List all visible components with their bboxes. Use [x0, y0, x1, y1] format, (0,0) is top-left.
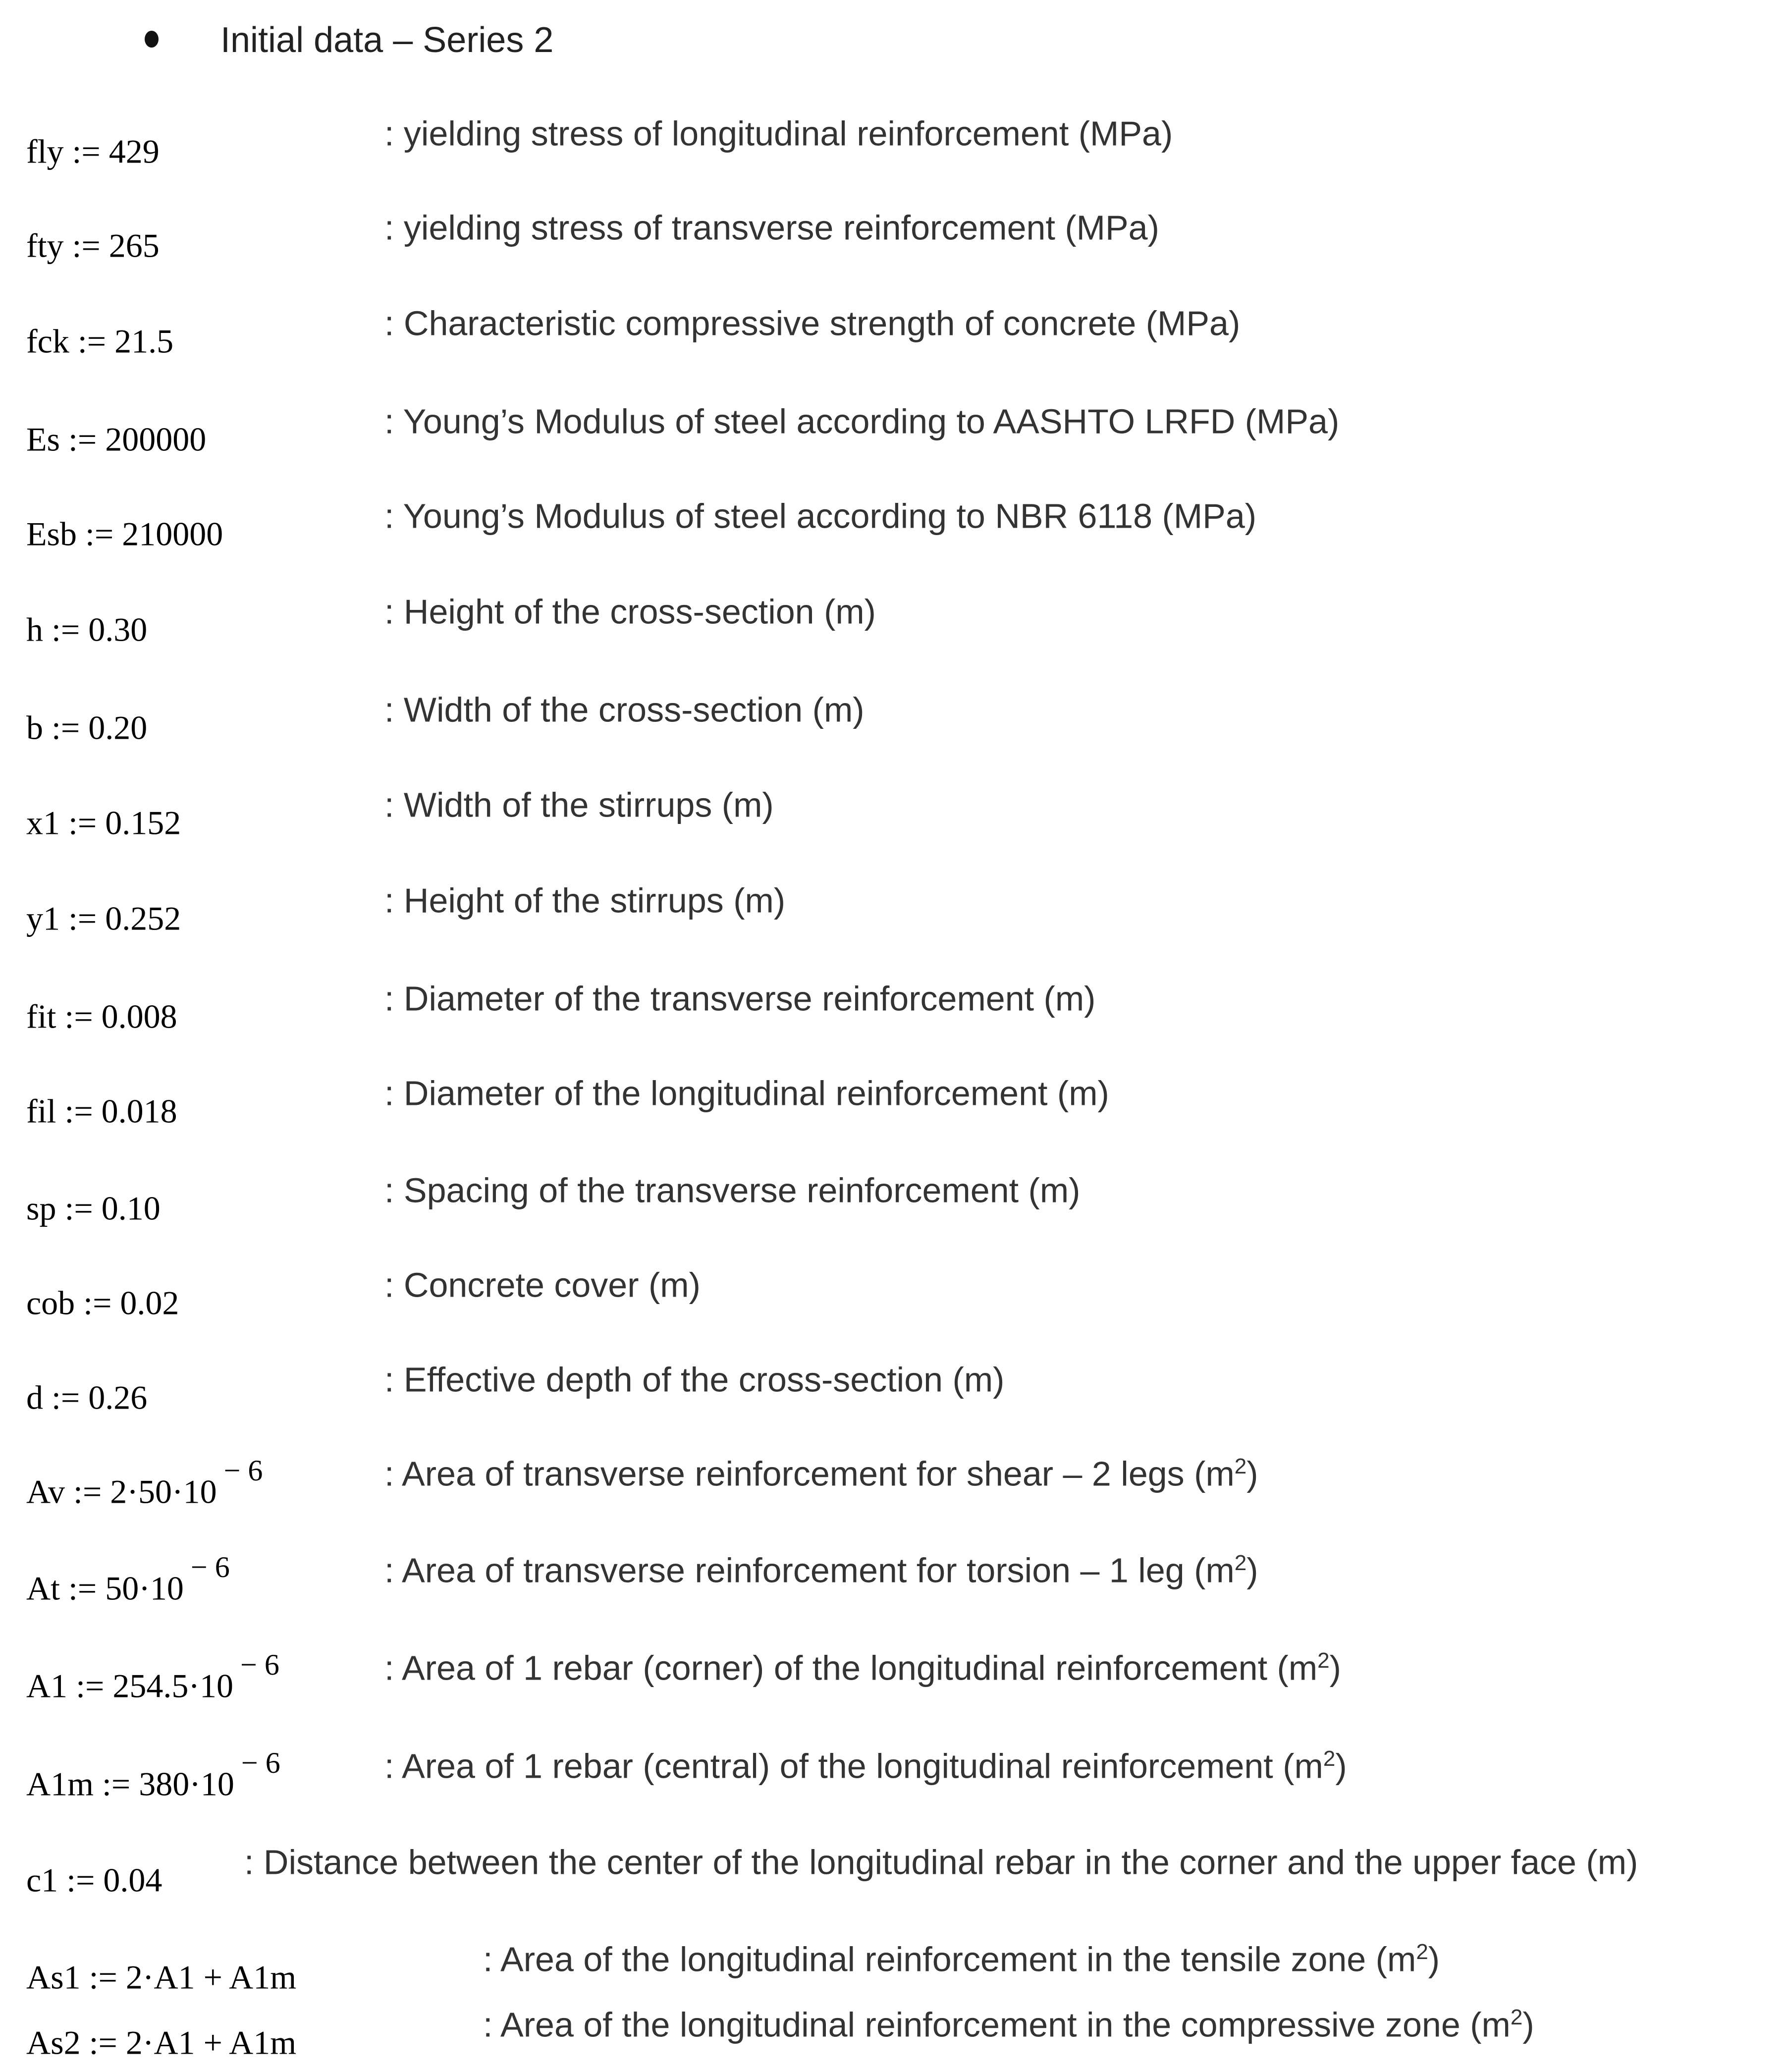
- math-definition: [26, 220, 166, 263]
- exponent: − 6: [190, 1551, 230, 1583]
- description-tail: ): [1329, 1648, 1341, 1688]
- math-definition: [26, 1746, 280, 1803]
- description-tail: ): [1246, 1551, 1258, 1590]
- description-text: : Width of the stirrups (m): [384, 785, 774, 824]
- variable-description: [384, 1746, 1347, 1786]
- variable-row: [0, 783, 1786, 852]
- description-text: : Area of transverse reinforcement for torsion – 1 leg (m: [384, 1551, 1235, 1590]
- variable-row: [0, 1548, 1786, 1618]
- math-definition: [26, 1551, 230, 1607]
- description-text: : Area of transverse reinforcement for shear – 2 legs (m: [384, 1454, 1235, 1493]
- description-text: : Width of the cross-section (m): [384, 690, 865, 729]
- description-tail: ): [1246, 1454, 1258, 1493]
- description-text: : Height of the cross-section (m): [384, 592, 876, 631]
- variable-description: [384, 304, 1241, 343]
- variable-row: [0, 206, 1786, 275]
- math-definition: [26, 1183, 167, 1225]
- math-expression: fil := 0.018: [26, 1092, 177, 1130]
- variable-description: [384, 210, 1159, 245]
- math-definition: [26, 1086, 184, 1128]
- variable-description: [384, 1648, 1341, 1688]
- math-expression: fly := 429: [26, 132, 160, 170]
- variable-description: [384, 787, 774, 822]
- variable-description: [384, 1265, 701, 1305]
- description-text: : Area of 1 rebar (corner) of the longitudinal reinforcement (m: [384, 1648, 1318, 1688]
- math-expression: fty := 265: [26, 226, 160, 265]
- math-definition: [26, 1855, 169, 1897]
- description-text: : Area of 1 rebar (central) of the longitudinal reinforcement (m: [384, 1746, 1323, 1786]
- description-text: : Young’s Modulus of steel according to AASHTO LRFD (MPa): [384, 402, 1340, 441]
- math-definition: [26, 604, 154, 647]
- variable-description: [384, 692, 865, 727]
- variable-row: [0, 1358, 1786, 1427]
- variable-description: [384, 1074, 1109, 1113]
- math-expression: h := 0.30: [26, 610, 148, 649]
- math-definition: [26, 316, 180, 358]
- variable-description: [384, 1362, 1004, 1397]
- math-expression: At := 50·10: [26, 1569, 184, 1607]
- variable-row: [0, 878, 1786, 948]
- variable-description: [384, 1171, 1081, 1210]
- variable-row: [0, 301, 1786, 371]
- description-text: : Effective depth of the cross-section (m): [384, 1360, 1005, 1399]
- description-text: : Concrete cover (m): [384, 1265, 701, 1305]
- bullet-icon: [145, 31, 159, 48]
- math-expression: cob := 0.02: [26, 1284, 179, 1322]
- description-text: : Diameter of the longitudinal reinforcement (m): [384, 1074, 1109, 1113]
- variable-description: [384, 496, 1257, 536]
- math-expression: As2 := 2·A1 + A1m: [26, 2023, 297, 2062]
- variable-row: [0, 1646, 1786, 1715]
- math-definition: [26, 509, 230, 551]
- description-text: : yielding stress of transverse reinforcement (MPa): [384, 208, 1159, 247]
- unit-superscript: 2: [1323, 1746, 1336, 1771]
- variable-row: [0, 590, 1786, 659]
- math-expression: fck := 21.5: [26, 322, 174, 360]
- variable-row: [0, 494, 1786, 563]
- unit-superscript: 2: [1234, 1454, 1247, 1478]
- math-definition: [26, 798, 188, 840]
- description-tail: ): [1335, 1746, 1347, 1786]
- math-definition: [26, 414, 213, 456]
- variable-description: [244, 1843, 1638, 1882]
- math-definition: [26, 1952, 303, 1994]
- unit-superscript: 2: [1234, 1551, 1247, 1575]
- variable-description: [483, 2007, 1534, 2042]
- variable-description: [384, 1456, 1258, 1491]
- math-expression: Av := 2·50·10: [26, 1472, 217, 1511]
- description-text: : Characteristic compressive strength of concrete (MPa): [384, 304, 1241, 343]
- math-expression: A1 := 254.5·10: [26, 1667, 233, 1705]
- math-expression: Es := 200000: [26, 420, 207, 458]
- description-text: : Height of the stirrups (m): [384, 881, 786, 920]
- exponent: − 6: [223, 1454, 263, 1487]
- variable-row: [0, 399, 1786, 469]
- math-definition: [26, 1648, 279, 1705]
- variable-row: [0, 1071, 1786, 1141]
- math-definition: [26, 1454, 263, 1511]
- description-text: : Area of the longitudinal reinforcement in the compressive zone (m: [483, 2005, 1511, 2044]
- math-expression: As1 := 2·A1 + A1m: [26, 1958, 297, 1996]
- math-expression: b := 0.20: [26, 709, 148, 747]
- exponent: − 6: [240, 1648, 279, 1681]
- description-text: : Area of the longitudinal reinforcement in the tensile zone (m: [483, 1940, 1416, 1979]
- unit-superscript: 2: [1416, 1940, 1428, 1964]
- math-definition: [26, 703, 154, 745]
- variable-description: [483, 1940, 1440, 1979]
- variable-row: [0, 2003, 1786, 2072]
- description-text: : Distance between the center of the longitudinal rebar in the corner and the upper face (m): [244, 1843, 1638, 1882]
- math-expression: x1 := 0.152: [26, 804, 181, 842]
- description-tail: ): [1428, 1940, 1440, 1979]
- math-definition: [26, 893, 188, 935]
- variable-description: [384, 1551, 1258, 1590]
- unit-superscript: 2: [1317, 1648, 1330, 1673]
- exponent: − 6: [241, 1746, 280, 1779]
- variable-description: [384, 402, 1340, 441]
- math-expression: sp := 0.10: [26, 1189, 161, 1227]
- math-expression: A1m := 380·10: [26, 1765, 234, 1803]
- unit-superscript: 2: [1510, 2005, 1523, 2029]
- variable-row: [0, 1744, 1786, 1813]
- description-text: : Diameter of the transverse reinforcement (m): [384, 979, 1096, 1018]
- variable-description: [384, 115, 1173, 151]
- description-tail: ): [1522, 2005, 1534, 2044]
- variable-description: [384, 594, 876, 629]
- variable-row: [0, 1937, 1786, 2007]
- math-expression: y1 := 0.252: [26, 899, 181, 937]
- variable-row: [0, 1263, 1786, 1332]
- variable-row: [0, 1840, 1786, 1909]
- math-definition: [26, 1372, 154, 1415]
- variable-description: [384, 981, 1095, 1016]
- math-definition: [26, 991, 184, 1034]
- math-definition: [26, 1278, 186, 1320]
- section-title: Initial data – Series 2: [220, 20, 554, 60]
- variable-row: [0, 688, 1786, 757]
- math-definition: [26, 2017, 303, 2060]
- variable-row: [0, 977, 1786, 1046]
- variable-row: [0, 1452, 1786, 1521]
- math-expression: Esb := 210000: [26, 515, 223, 553]
- variable-description: [384, 882, 785, 918]
- description-text: : Spacing of the transverse reinforcement (m): [384, 1171, 1081, 1210]
- variable-row: [0, 111, 1786, 181]
- math-expression: c1 := 0.04: [26, 1861, 162, 1899]
- math-expression: d := 0.26: [26, 1378, 148, 1417]
- variable-row: [0, 1168, 1786, 1238]
- math-expression: fit := 0.008: [26, 997, 177, 1036]
- description-text: : Young’s Modulus of steel according to NBR 6118 (MPa): [384, 496, 1257, 536]
- description-text: : yielding stress of longitudinal reinforcement (MPa): [384, 114, 1173, 153]
- math-definition: [26, 126, 166, 168]
